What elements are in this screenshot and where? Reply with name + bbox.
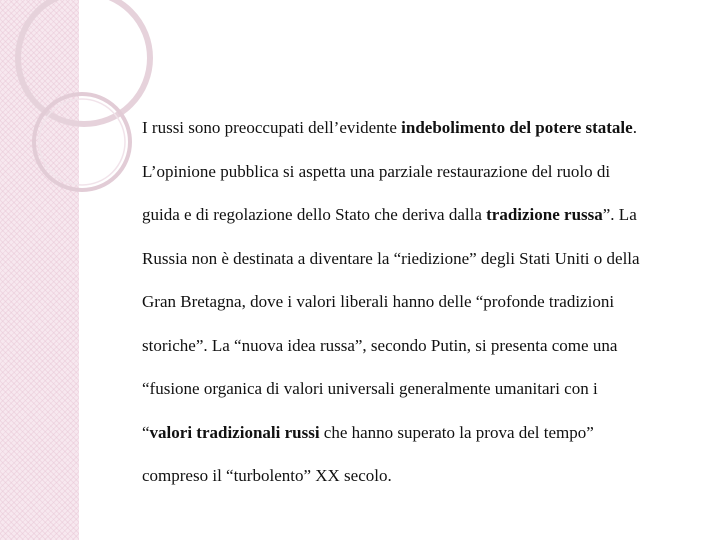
text-segment: .: [632, 118, 637, 137]
text-line: [142, 249, 640, 269]
bold-text-segment: indebolimento del potere statale: [401, 118, 633, 137]
small-ring-inner: [39, 99, 125, 185]
text-segment: ”. La: [602, 205, 637, 224]
text-segment: che hanno superato la prova del tempo”: [319, 422, 594, 442]
text-line: [142, 162, 610, 182]
text-segment: “fusione organica di valori universali generalmente umanitari con i: [142, 379, 598, 398]
text-line: [142, 118, 637, 138]
bold-text-segment: valori tradizionali russi: [149, 422, 320, 442]
text-segment: I russi sono preoccupati dell’evidente: [142, 118, 402, 137]
text-segment: L’opinione pubblica si aspetta una parziale restaurazione del ruolo di: [142, 161, 611, 181]
text-line: [142, 379, 598, 399]
small-ring: [34, 94, 130, 190]
text-line: [142, 423, 594, 443]
text-segment: “: [142, 422, 150, 442]
text-line: [142, 292, 614, 312]
text-segment: Gran Bretagna, dove i valori liberali hanno delle “profonde tradizioni: [142, 292, 615, 311]
text-segment: storiche”. La “nuova idea russa”, secondo Putin, si presenta come una: [142, 335, 618, 355]
text-line: [142, 336, 617, 356]
decorative-rings: [0, 0, 170, 220]
text-segment: guida e di regolazione dello Stato che deriva dalla: [142, 205, 487, 224]
text-line: [142, 205, 637, 225]
text-line: [142, 466, 392, 486]
bold-text-segment: tradizione russa: [486, 205, 603, 224]
text-segment: compreso il “turbolento” XX secolo.: [142, 466, 392, 485]
text-segment: Russia non è destinata a diventare la “riedizione” degli Stati Uniti o della: [142, 248, 640, 268]
large-ring: [18, 0, 150, 124]
